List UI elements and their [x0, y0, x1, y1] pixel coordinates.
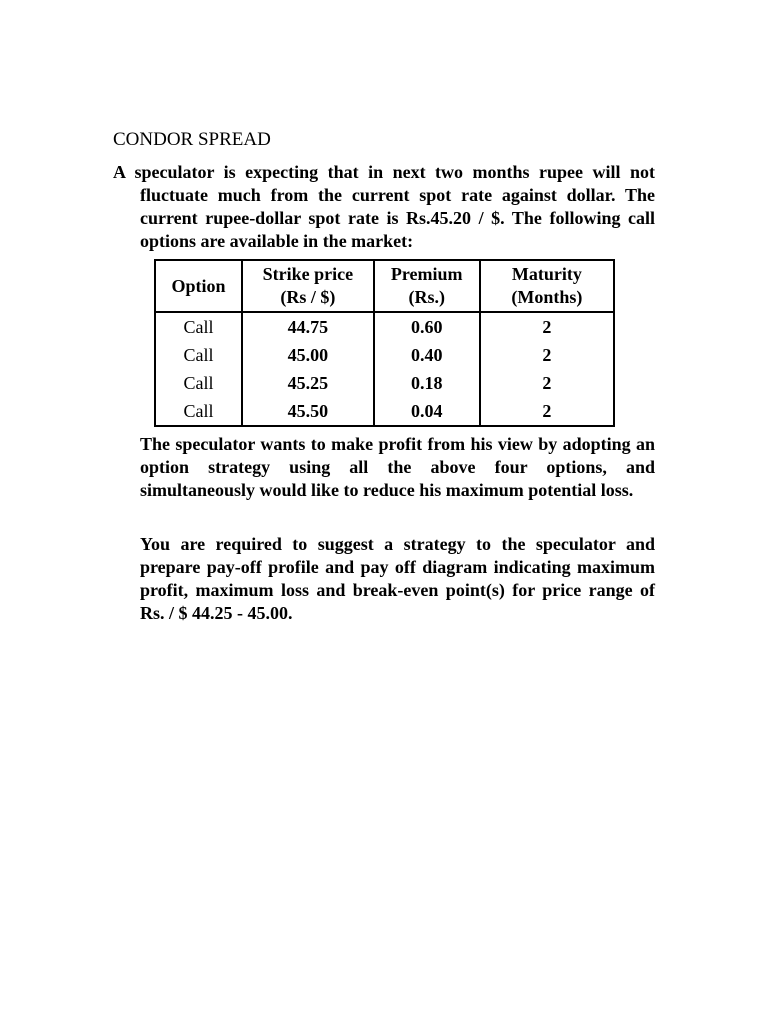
column-header-premium-line2: (Rs.) — [408, 287, 445, 307]
requirement-paragraph: You are required to suggest a strategy to the speculator and prepare pay-off profile and pay off diagram indicating maximum profit, maximum loss and break-even point(s) for price range of Rs. / $ 44.25 - 45.00. — [140, 534, 655, 623]
column-header-premium — [374, 260, 480, 312]
column-header-strike-price-line2: (Rs / $) — [280, 287, 336, 307]
cell-premium: 0.04 — [374, 397, 480, 426]
column-header-maturity — [480, 260, 614, 312]
table-row — [155, 341, 614, 369]
cell-maturity: 2 — [480, 312, 614, 341]
cell-premium: 0.18 — [374, 369, 480, 397]
table-row — [155, 369, 614, 397]
cell-maturity: 2 — [480, 369, 614, 397]
cell-premium: 0.60 — [374, 312, 480, 341]
cell-option: Call — [155, 312, 242, 341]
cell-option: Call — [155, 341, 242, 369]
table-row — [155, 397, 614, 426]
call-options-table — [154, 259, 615, 427]
column-header-premium-line1: Premium — [390, 264, 463, 284]
table-row — [155, 312, 614, 341]
cell-option: Call — [155, 397, 242, 426]
table-header-row — [155, 260, 614, 312]
table-header — [155, 260, 614, 312]
page-title: CONDOR SPREAD — [113, 129, 271, 150]
table-body — [155, 312, 614, 426]
column-header-strike-price-line1: Strike price — [262, 264, 354, 284]
column-header-option — [155, 260, 242, 312]
speculator-view-paragraph: The speculator wants to make profit from his view by adopting an option strategy using all the above four options, and simultaneously would like to reduce his maximum potential loss. — [140, 434, 655, 500]
column-header-strike-price — [242, 260, 374, 312]
cell-maturity: 2 — [480, 397, 614, 426]
cell-strike-price: 45.00 — [242, 341, 374, 369]
cell-strike-price: 45.25 — [242, 369, 374, 397]
column-header-maturity-line2: (Months) — [511, 287, 583, 307]
cell-strike-price: 45.50 — [242, 397, 374, 426]
cell-option: Call — [155, 369, 242, 397]
column-header-option-line1: Option — [171, 275, 226, 296]
cell-strike-price: 44.75 — [242, 312, 374, 341]
column-header-maturity-line1: Maturity — [511, 264, 582, 284]
intro-paragraph: A speculator is expecting that in next two months rupee will not fluctuate much from the current spot rate against dollar. The current rupee-dollar spot rate is Rs.45.20 / $. The following call options are available in the market: — [113, 162, 655, 251]
cell-premium: 0.40 — [374, 341, 480, 369]
cell-maturity: 2 — [480, 341, 614, 369]
